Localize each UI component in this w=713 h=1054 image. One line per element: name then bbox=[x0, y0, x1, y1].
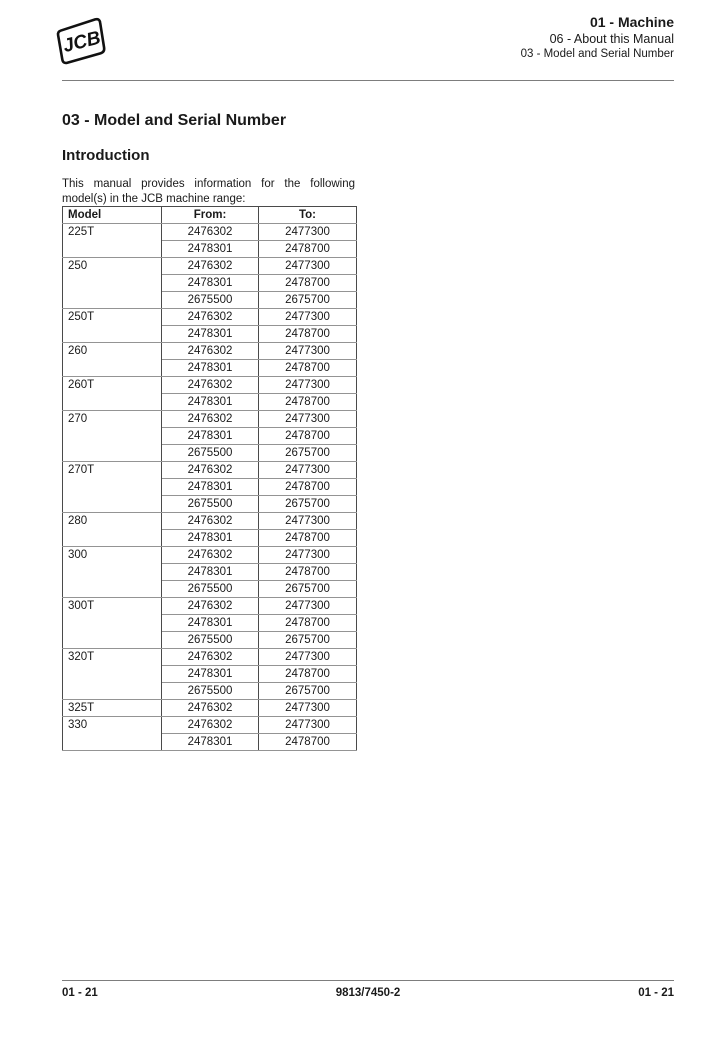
model-cell: 270 bbox=[63, 411, 162, 462]
section-heading: Introduction bbox=[62, 147, 150, 164]
from-serial-cell: 2478301 bbox=[162, 360, 259, 377]
from-serial-cell: 2476302 bbox=[162, 224, 259, 241]
model-cell: 260T bbox=[63, 377, 162, 411]
intro-paragraph: This manual provides information for the following model(s) in the JCB machine range: bbox=[62, 178, 355, 205]
to-serial-cell: 2477300 bbox=[259, 343, 357, 360]
from-serial-cell: 2478301 bbox=[162, 428, 259, 445]
from-serial-cell: 2675500 bbox=[162, 683, 259, 700]
to-serial-cell: 2477300 bbox=[259, 309, 357, 326]
from-serial-cell: 2675500 bbox=[162, 445, 259, 462]
from-serial-cell: 2476302 bbox=[162, 513, 259, 530]
to-serial-cell: 2675700 bbox=[259, 496, 357, 513]
table-row bbox=[63, 717, 357, 734]
model-cell: 280 bbox=[63, 513, 162, 547]
model-cell: 320T bbox=[63, 649, 162, 700]
to-serial-cell: 2675700 bbox=[259, 292, 357, 309]
to-serial-cell: 2478700 bbox=[259, 564, 357, 581]
table-row bbox=[63, 462, 357, 479]
to-serial-cell: 2477300 bbox=[259, 649, 357, 666]
model-cell: 260 bbox=[63, 343, 162, 377]
header-section: 06 - About this Manual bbox=[549, 32, 674, 46]
page-title: 03 - Model and Serial Number bbox=[62, 112, 287, 129]
from-serial-cell: 2476302 bbox=[162, 411, 259, 428]
to-serial-cell: 2478700 bbox=[259, 734, 357, 751]
from-serial-cell: 2476302 bbox=[162, 343, 259, 360]
footer-publication-number: 9813/7450-2 bbox=[335, 987, 401, 999]
jcb-logo-icon bbox=[50, 15, 112, 72]
from-serial-cell: 2476302 bbox=[162, 700, 259, 717]
to-serial-cell: 2477300 bbox=[259, 598, 357, 615]
table-row bbox=[63, 649, 357, 666]
model-cell: 250T bbox=[63, 309, 162, 343]
from-serial-cell: 2476302 bbox=[162, 377, 259, 394]
to-serial-cell: 2478700 bbox=[259, 428, 357, 445]
from-serial-cell: 2476302 bbox=[162, 309, 259, 326]
model-cell: 300 bbox=[63, 547, 162, 598]
column-header-from: From: bbox=[162, 207, 259, 224]
to-serial-cell: 2477300 bbox=[259, 717, 357, 734]
model-cell: 325T bbox=[63, 700, 162, 717]
to-serial-cell: 2477300 bbox=[259, 411, 357, 428]
serial-number-table bbox=[62, 206, 357, 751]
from-serial-cell: 2478301 bbox=[162, 275, 259, 292]
to-serial-cell: 2675700 bbox=[259, 632, 357, 649]
column-header-model: Model bbox=[63, 207, 162, 224]
from-serial-cell: 2478301 bbox=[162, 564, 259, 581]
to-serial-cell: 2478700 bbox=[259, 479, 357, 496]
table-row bbox=[63, 343, 357, 360]
from-serial-cell: 2478301 bbox=[162, 530, 259, 547]
from-serial-cell: 2675500 bbox=[162, 292, 259, 309]
from-serial-cell: 2478301 bbox=[162, 615, 259, 632]
to-serial-cell: 2477300 bbox=[259, 547, 357, 564]
table-row bbox=[63, 377, 357, 394]
from-serial-cell: 2476302 bbox=[162, 598, 259, 615]
to-serial-cell: 2675700 bbox=[259, 581, 357, 598]
footer-page-number-right: 01 - 21 bbox=[638, 987, 674, 999]
to-serial-cell: 2478700 bbox=[259, 666, 357, 683]
table-row bbox=[63, 547, 357, 564]
to-serial-cell: 2477300 bbox=[259, 258, 357, 275]
table-row bbox=[63, 513, 357, 530]
to-serial-cell: 2478700 bbox=[259, 241, 357, 258]
to-serial-cell: 2477300 bbox=[259, 513, 357, 530]
from-serial-cell: 2478301 bbox=[162, 479, 259, 496]
page-header bbox=[521, 13, 674, 62]
footer-page-number-left: 01 - 21 bbox=[62, 987, 98, 999]
from-serial-cell: 2476302 bbox=[162, 258, 259, 275]
to-serial-cell: 2477300 bbox=[259, 700, 357, 717]
table-row bbox=[63, 700, 357, 717]
serial-table-body bbox=[63, 224, 357, 751]
to-serial-cell: 2477300 bbox=[259, 462, 357, 479]
to-serial-cell: 2675700 bbox=[259, 445, 357, 462]
header-divider bbox=[62, 80, 674, 81]
to-serial-cell: 2478700 bbox=[259, 360, 357, 377]
from-serial-cell: 2476302 bbox=[162, 649, 259, 666]
model-cell: 270T bbox=[63, 462, 162, 513]
to-serial-cell: 2675700 bbox=[259, 683, 357, 700]
model-cell: 225T bbox=[63, 224, 162, 258]
table-row bbox=[63, 598, 357, 615]
to-serial-cell: 2478700 bbox=[259, 530, 357, 547]
to-serial-cell: 2478700 bbox=[259, 326, 357, 343]
model-cell: 300T bbox=[63, 598, 162, 649]
to-serial-cell: 2477300 bbox=[259, 377, 357, 394]
to-serial-cell: 2478700 bbox=[259, 394, 357, 411]
table-header-row bbox=[63, 207, 357, 224]
from-serial-cell: 2478301 bbox=[162, 241, 259, 258]
to-serial-cell: 2478700 bbox=[259, 275, 357, 292]
table-row bbox=[63, 411, 357, 428]
from-serial-cell: 2478301 bbox=[162, 734, 259, 751]
to-serial-cell: 2477300 bbox=[259, 224, 357, 241]
header-subsection: 03 - Model and Serial Number bbox=[520, 48, 674, 60]
footer-divider bbox=[62, 980, 674, 981]
from-serial-cell: 2478301 bbox=[162, 394, 259, 411]
model-cell: 330 bbox=[63, 717, 162, 751]
table-row bbox=[63, 258, 357, 275]
table-row bbox=[63, 309, 357, 326]
from-serial-cell: 2478301 bbox=[162, 326, 259, 343]
header-chapter: 01 - Machine bbox=[589, 14, 674, 30]
model-cell: 250 bbox=[63, 258, 162, 309]
to-serial-cell: 2478700 bbox=[259, 615, 357, 632]
from-serial-cell: 2476302 bbox=[162, 462, 259, 479]
table-row bbox=[63, 224, 357, 241]
from-serial-cell: 2675500 bbox=[162, 581, 259, 598]
jcb-logo-text: JCB bbox=[60, 27, 103, 58]
from-serial-cell: 2478301 bbox=[162, 666, 259, 683]
column-header-to: To: bbox=[259, 207, 357, 224]
from-serial-cell: 2675500 bbox=[162, 632, 259, 649]
from-serial-cell: 2675500 bbox=[162, 496, 259, 513]
from-serial-cell: 2476302 bbox=[162, 547, 259, 564]
from-serial-cell: 2476302 bbox=[162, 717, 259, 734]
